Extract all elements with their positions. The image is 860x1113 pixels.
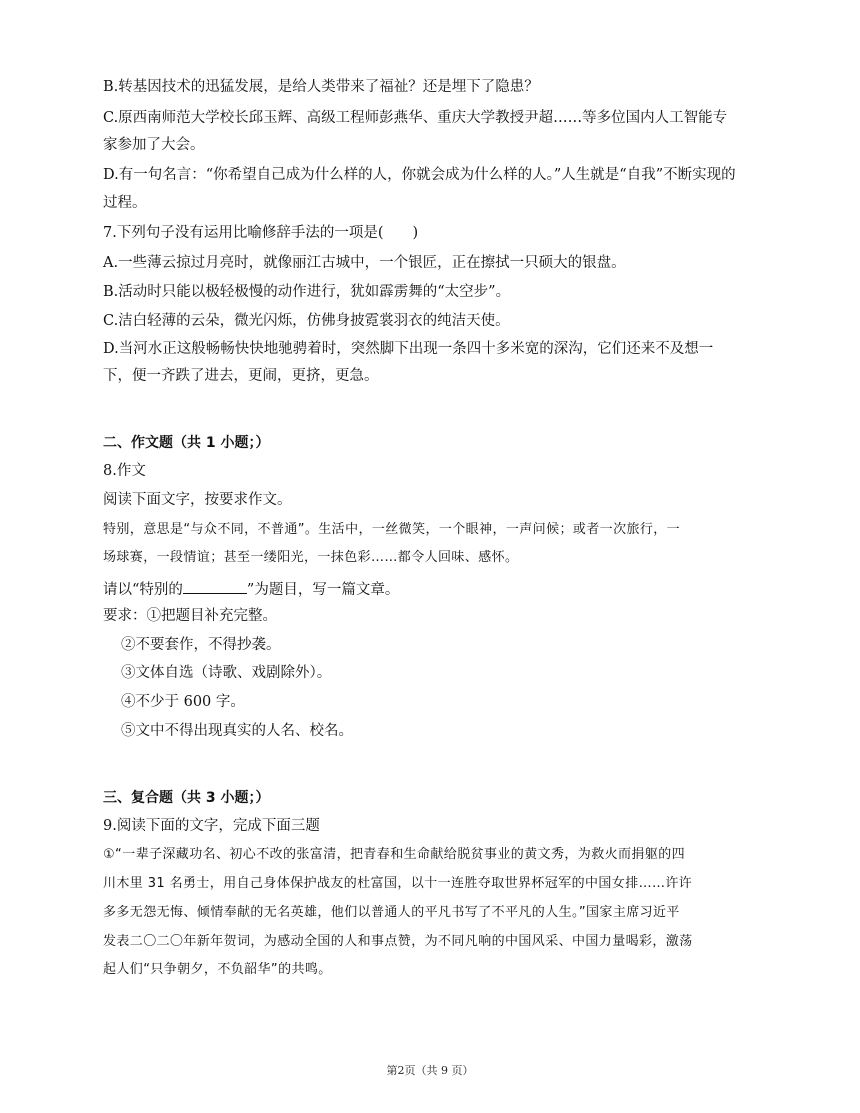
- q9-title: 9.阅读下面的文字，完成下面三题: [103, 818, 320, 834]
- q7-option-d-line2: 下，便一齐跌了进去，更闹，更挤，更急。: [103, 368, 379, 384]
- q8-prompt-after: ”为题目，写一篇文章。: [246, 582, 400, 598]
- q8-requirement-5: ⑤文中不得出现真实的人名、校名。: [121, 723, 353, 739]
- q8-title: 8.作文: [103, 463, 146, 479]
- q9-passage-line3: 多多无怨无悔、倾情奉献的无名英雄，他们以普通人的平凡书写了不平凡的人生。”国家主席习近平: [103, 905, 680, 920]
- q6-option-c-line1: C.原西南师范大学校长邱玉辉、高级工程师彭燕华、重庆大学教授尹超……等多位国内人工智能专: [103, 110, 728, 126]
- q7-option-d-line1: D.当河水正这般畅畅快快地驰骋着时，突然脚下出现一条四十多米宽的深沟，它们还来不及想一: [103, 341, 714, 357]
- q8-prompt: [103, 577, 399, 600]
- section2-heading: 二、作文题（共 1 小题；）: [103, 435, 270, 451]
- q6-option-c-line2: 家参加了大会。: [103, 137, 205, 153]
- q8-passage-line2: 场球赛，一段情谊；甚至一缕阳光，一抹色彩……都令人回味、感怀。: [103, 550, 519, 565]
- q8-requirement-4: ④不少于 600 字。: [121, 694, 245, 710]
- q8-instruction: 阅读下面文字，按要求作文。: [103, 492, 292, 508]
- section3-heading: 三、复合题（共 3 小题；）: [103, 790, 270, 806]
- q7-option-c: C.洁白轻薄的云朵，微光闪烁，仿佛身披霓裳羽衣的纯洁天使。: [103, 313, 510, 329]
- q8-requirement-1: 要求：①把题目补充完整。: [103, 608, 277, 624]
- q8-requirement-3: ③文体自选（诗歌、戏剧除外）。: [121, 665, 332, 681]
- q6-option-d-line2: 过程。: [103, 195, 147, 211]
- title-blank: [183, 577, 247, 594]
- q8-prompt-before: 请以“特别的: [103, 582, 183, 598]
- q7-stem: 7.下列句子没有运用比喻修辞手法的一项是( ): [103, 225, 419, 241]
- q9-passage-line5: 起人们“只争朝夕，不负韶华”的共鸣。: [103, 962, 332, 977]
- q6-option-b: B.转基因技术的迅猛发展，是给人类带来了福祉？还是埋下了隐患？: [103, 79, 539, 95]
- q8-requirement-2: ②不要套作，不得抄袭。: [121, 637, 281, 653]
- q8-passage-line1: 特别，意思是“与众不同，不普通”。生活中，一丝微笑，一个眼神，一声问候；或者一次旅行，一: [103, 522, 681, 537]
- q7-option-a: A.一些薄云掠过月亮时，就像丽江古城中，一个银匠，正在擦拭一只硕大的银盘。: [103, 255, 626, 271]
- page-footer: 第2页（共 9 页）: [386, 1064, 474, 1077]
- q9-passage-line4: 发表二〇二〇年新年贺词，为感动全国的人和事点赞，为不同凡响的中国风采、中国力量喝彩，激荡: [103, 934, 693, 949]
- q7-option-b: B.活动时只能以极轻极慢的动作进行，犹如霹雳舞的“太空步”。: [103, 284, 511, 300]
- q9-passage-line2: 川木里 31 名勇士，用自己身体保护战友的杜富国，以十一连胜夺取世界杯冠军的中国女排……许许: [103, 876, 693, 891]
- q9-passage-line1: ①“一辈子深藏功名、初心不改的张富清，把青春和生命献给脱贫事业的黄文秀，为救火而捐躯的四: [103, 847, 685, 862]
- q6-option-d-line1: D.有一句名言：“你希望自己成为什么样的人，你就会成为什么样的人。”人生就是“自我”不断实现的: [103, 167, 736, 183]
